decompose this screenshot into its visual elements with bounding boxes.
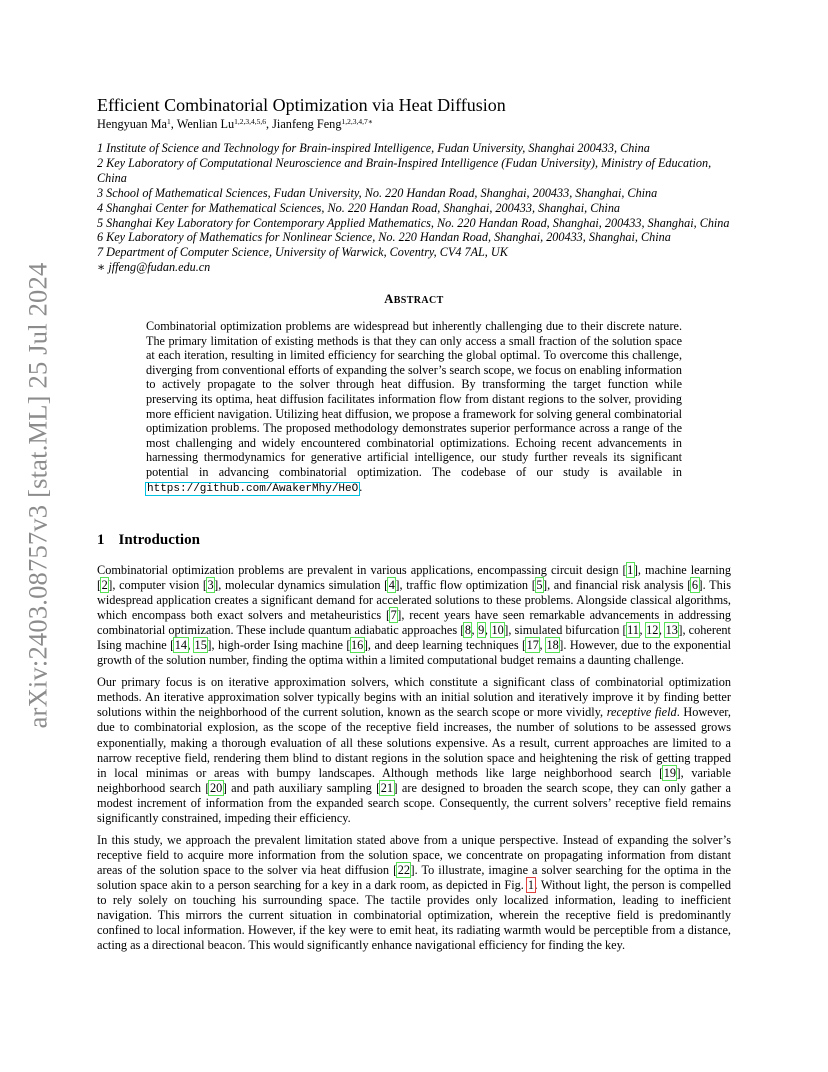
body-text: ,: [484, 623, 491, 638]
citation-link[interactable]: 4: [388, 578, 395, 593]
body-text: ], recent years have seen remarkable advancements in addressing combinatorial optimization. These include quantum adiabatic approaches [: [97, 608, 731, 638]
body-text: ], simulated bifurcation [: [504, 623, 627, 638]
body-text: ,: [471, 623, 478, 638]
author-affiliation-marker: 1,2,3,4,7∗: [341, 117, 373, 126]
figure-reference-link[interactable]: 1: [527, 877, 535, 892]
citation-link[interactable]: 22: [397, 862, 410, 877]
body-text: ], coherent Ising machine [: [97, 623, 731, 653]
abstract-text: Combinatorial optimization problems are widespread but inherently challenging due to their discrete nature. The primary limitation of existing methods is that they can only access a small fraction of the solution space at each iteration, resulting in limited efficiency for searching the global optimal. To overcome this challenge, diverging from conventional efforts of expanding the solver’s search scope, we focus on enabling information to actively propagate to the solver through heat diffusion. By transforming the target function while preserving its optima, heat diffusion facilitates information flow from distant regions to the solver, providing more efficient navigation. Utilizing heat diffusion, we propose a framework for solving general combinatorial optimization problems. The proposed methodology demonstrates superior performance across a range of the most challenging and widely encountered combinatorial optimizations. Echoing recent advancements in harnessing thermodynamics for generative artificial intelligence, our study further reveals its significant potential in advancing combinatorial optimization. The codebase of our study is available in: [146, 319, 682, 479]
affiliation-line: 7 Department of Computer Science, University of Warwick, Coventry, CV4 7AL, UK: [97, 245, 508, 260]
citation-link[interactable]: 16: [351, 638, 364, 653]
citation-link[interactable]: 13: [665, 623, 678, 638]
citation-link[interactable]: 20: [209, 780, 223, 795]
paper-title: Efficient Combinatorial Optimization via Heat Diffusion: [97, 95, 506, 115]
author-name: Wenlian Lu: [176, 117, 235, 131]
body-text: . However, due to combinatorial explosion, as the scope of the receptive field increases, the number of solutions to be assessed grows exponentially, making a thorough evaluation of all these solutions expensive. As a result, current approaches are limited to a narrow receptive field, rendering them blind to distant regions in the solution space and heightening the risk of getting trapped in local minimas or areas with bumpy landscapes. Although methods like large neighborhood search [: [97, 705, 731, 780]
citation-link[interactable]: 3: [207, 578, 214, 593]
body-text: ], molecular dynamics simulation [: [214, 578, 389, 593]
citation-link[interactable]: 7: [390, 608, 397, 623]
body-text: ,: [658, 623, 666, 638]
body-text: ], computer vision [: [108, 578, 207, 593]
author-affiliation-marker: 1,2,3,4,5,6: [234, 117, 266, 126]
body-text: . Without light, the person is compelled to rely solely on touching his surrounding space. The tactile provides only localized information, leading to inefficient navigation. This mirrors the current situation in combinatorial optimization, wherein the receptive field is predominantly confined to local information. However, if the key were to emit heat, its radiating warmth would be perceptible from a distance, acting as a directional beacon. This would significantly enhance navigational efficiency for finding the key.: [97, 877, 731, 953]
citation-link[interactable]: 6: [691, 578, 699, 593]
body-text: ]. To illustrate, imagine a solver searching for the optima in the solution space akin to a person searching for a key in a dark room, as depicted in Fig.: [97, 862, 731, 892]
abstract-heading-first: A: [384, 292, 394, 306]
body-text: ], and financial risk analysis [: [542, 578, 692, 593]
citation-link[interactable]: 5: [536, 578, 543, 593]
citation-link[interactable]: 9: [478, 623, 485, 638]
body-text: ] are designed to broaden the search scope, they can only gather a modest increment of information from the expanded search scope. Consequently, the current solvers’ receptive field remains significantly constrained, impeding their efficiency.: [97, 780, 732, 825]
citation-link[interactable]: 11: [627, 623, 639, 638]
abstract-end: .: [359, 479, 363, 494]
author-separator: ,: [265, 117, 273, 131]
body-paragraph: [97, 675, 731, 825]
emphasized-term: receptive field: [606, 705, 677, 720]
citation-link[interactable]: 8: [464, 623, 471, 638]
section-title: Introduction: [118, 532, 200, 548]
affiliation-line: ∗ jffeng@fudan.edu.cn: [97, 260, 211, 275]
body-text: ], high-order Ising machine [: [207, 638, 351, 653]
affiliation-line: 2 Key Laboratory of Computational Neuroscience and Brain-Inspired Intelligence (Fudan University), Ministry of Education, China: [97, 155, 712, 185]
affiliation-line: 5 Shanghai Key Laboratory for Contemporary Applied Mathematics, No. 220 Handan Road, Shanghai, 200433, Shanghai, China: [97, 215, 730, 230]
body-text: Combinatorial optimization problems are prevalent in various applications, encompassing circuit design [: [97, 563, 627, 577]
body-text: In this study, we approach the prevalent limitation stated above from a unique perspective. Instead of expanding the solver’s receptive field to acquire more information from the solution space, we concentrate on propagating information from distant areas of the solution space to the solver via heat diffusion [: [97, 832, 731, 877]
citation-link[interactable]: 18: [546, 638, 559, 653]
citation-link[interactable]: 21: [380, 780, 393, 795]
arxiv-identifier: [20, 262, 56, 728]
body-text: ], and deep learning techniques [: [363, 638, 527, 653]
citation-link[interactable]: 14: [174, 638, 188, 653]
abstract-heading-rest: BSTRACT: [393, 295, 444, 306]
body-text: ]. This widespread application creates a significant demand for accelerated solutions to these problems. Alongside classical algorithms, which encompass both exact solvers and metaheuristics [: [97, 578, 731, 623]
body-paragraph: [97, 563, 731, 668]
affiliation-line: 1 Institute of Science and Technology for Brain-inspired Intelligence, Fudan University, Shanghai 200433, China: [97, 141, 650, 155]
affiliation-line: 6 Key Laboratory of Mathematics for Nonlinear Science, No. 220 Handan Road, Shanghai, 200433, Shanghai, China: [97, 230, 671, 245]
citation-link[interactable]: 15: [194, 638, 207, 653]
body-text: ]. However, due to the exponential growth of the solution number, finding the optima within a limited computational budget remains a daunting challenge.: [97, 638, 731, 668]
section-heading-introduction: [97, 532, 200, 549]
section-number: 1: [97, 532, 105, 548]
abstract-heading: [0, 292, 828, 307]
body-text: Our primary focus is on iterative approximation solvers, which constitute a significant class of combinatorial optimization methods. An iterative approximation solver typically begins with an initial solution and iteratively improve it by finding better solutions within the neighborhood of the current solution, known as the search scope or more vividly,: [97, 675, 731, 720]
citation-link[interactable]: 2: [101, 578, 108, 593]
citation-link[interactable]: 19: [663, 765, 676, 780]
author-name: Hengyuan Ma: [97, 117, 168, 131]
author-list: [97, 116, 373, 132]
body-text: ] and path auxiliary sampling [: [222, 780, 381, 795]
body-text: ], machine learning [: [97, 563, 731, 593]
body-text: ], variable neighborhood search [: [97, 765, 731, 795]
body-text: ,: [187, 638, 195, 653]
body-text: ], traffic flow optimization [: [395, 578, 536, 593]
affiliation-list: [97, 141, 737, 275]
body-paragraph: [97, 833, 731, 953]
body-text: ,: [539, 638, 546, 653]
citation-link[interactable]: 10: [491, 623, 504, 638]
body-text: ,: [639, 623, 646, 638]
affiliation-line: 3 School of Mathematical Sciences, Fudan University, No. 220 Handan Road, Shanghai, 200433, Shanghai, China: [97, 185, 658, 200]
citation-link[interactable]: 17: [526, 638, 539, 653]
author-name: Jianfeng Feng: [272, 117, 342, 131]
abstract-body: [146, 319, 682, 496]
citation-link[interactable]: 1: [627, 563, 634, 577]
citation-link[interactable]: 12: [646, 623, 659, 638]
affiliation-line: 4 Shanghai Center for Mathematical Sciences, No. 220 Handan Road, Shanghai, 200433, Shanghai, China: [97, 200, 621, 215]
author-separator: ,: [170, 117, 177, 131]
codebase-link[interactable]: https://github.com/AwakerMhy/HeO: [147, 482, 359, 495]
arxiv-identifier-text: arXiv:2403.08757v3 [stat.ML] 25 Jul 2024: [22, 262, 53, 728]
author-affiliation-marker: 1: [167, 117, 171, 126]
introduction-body: [97, 563, 731, 960]
